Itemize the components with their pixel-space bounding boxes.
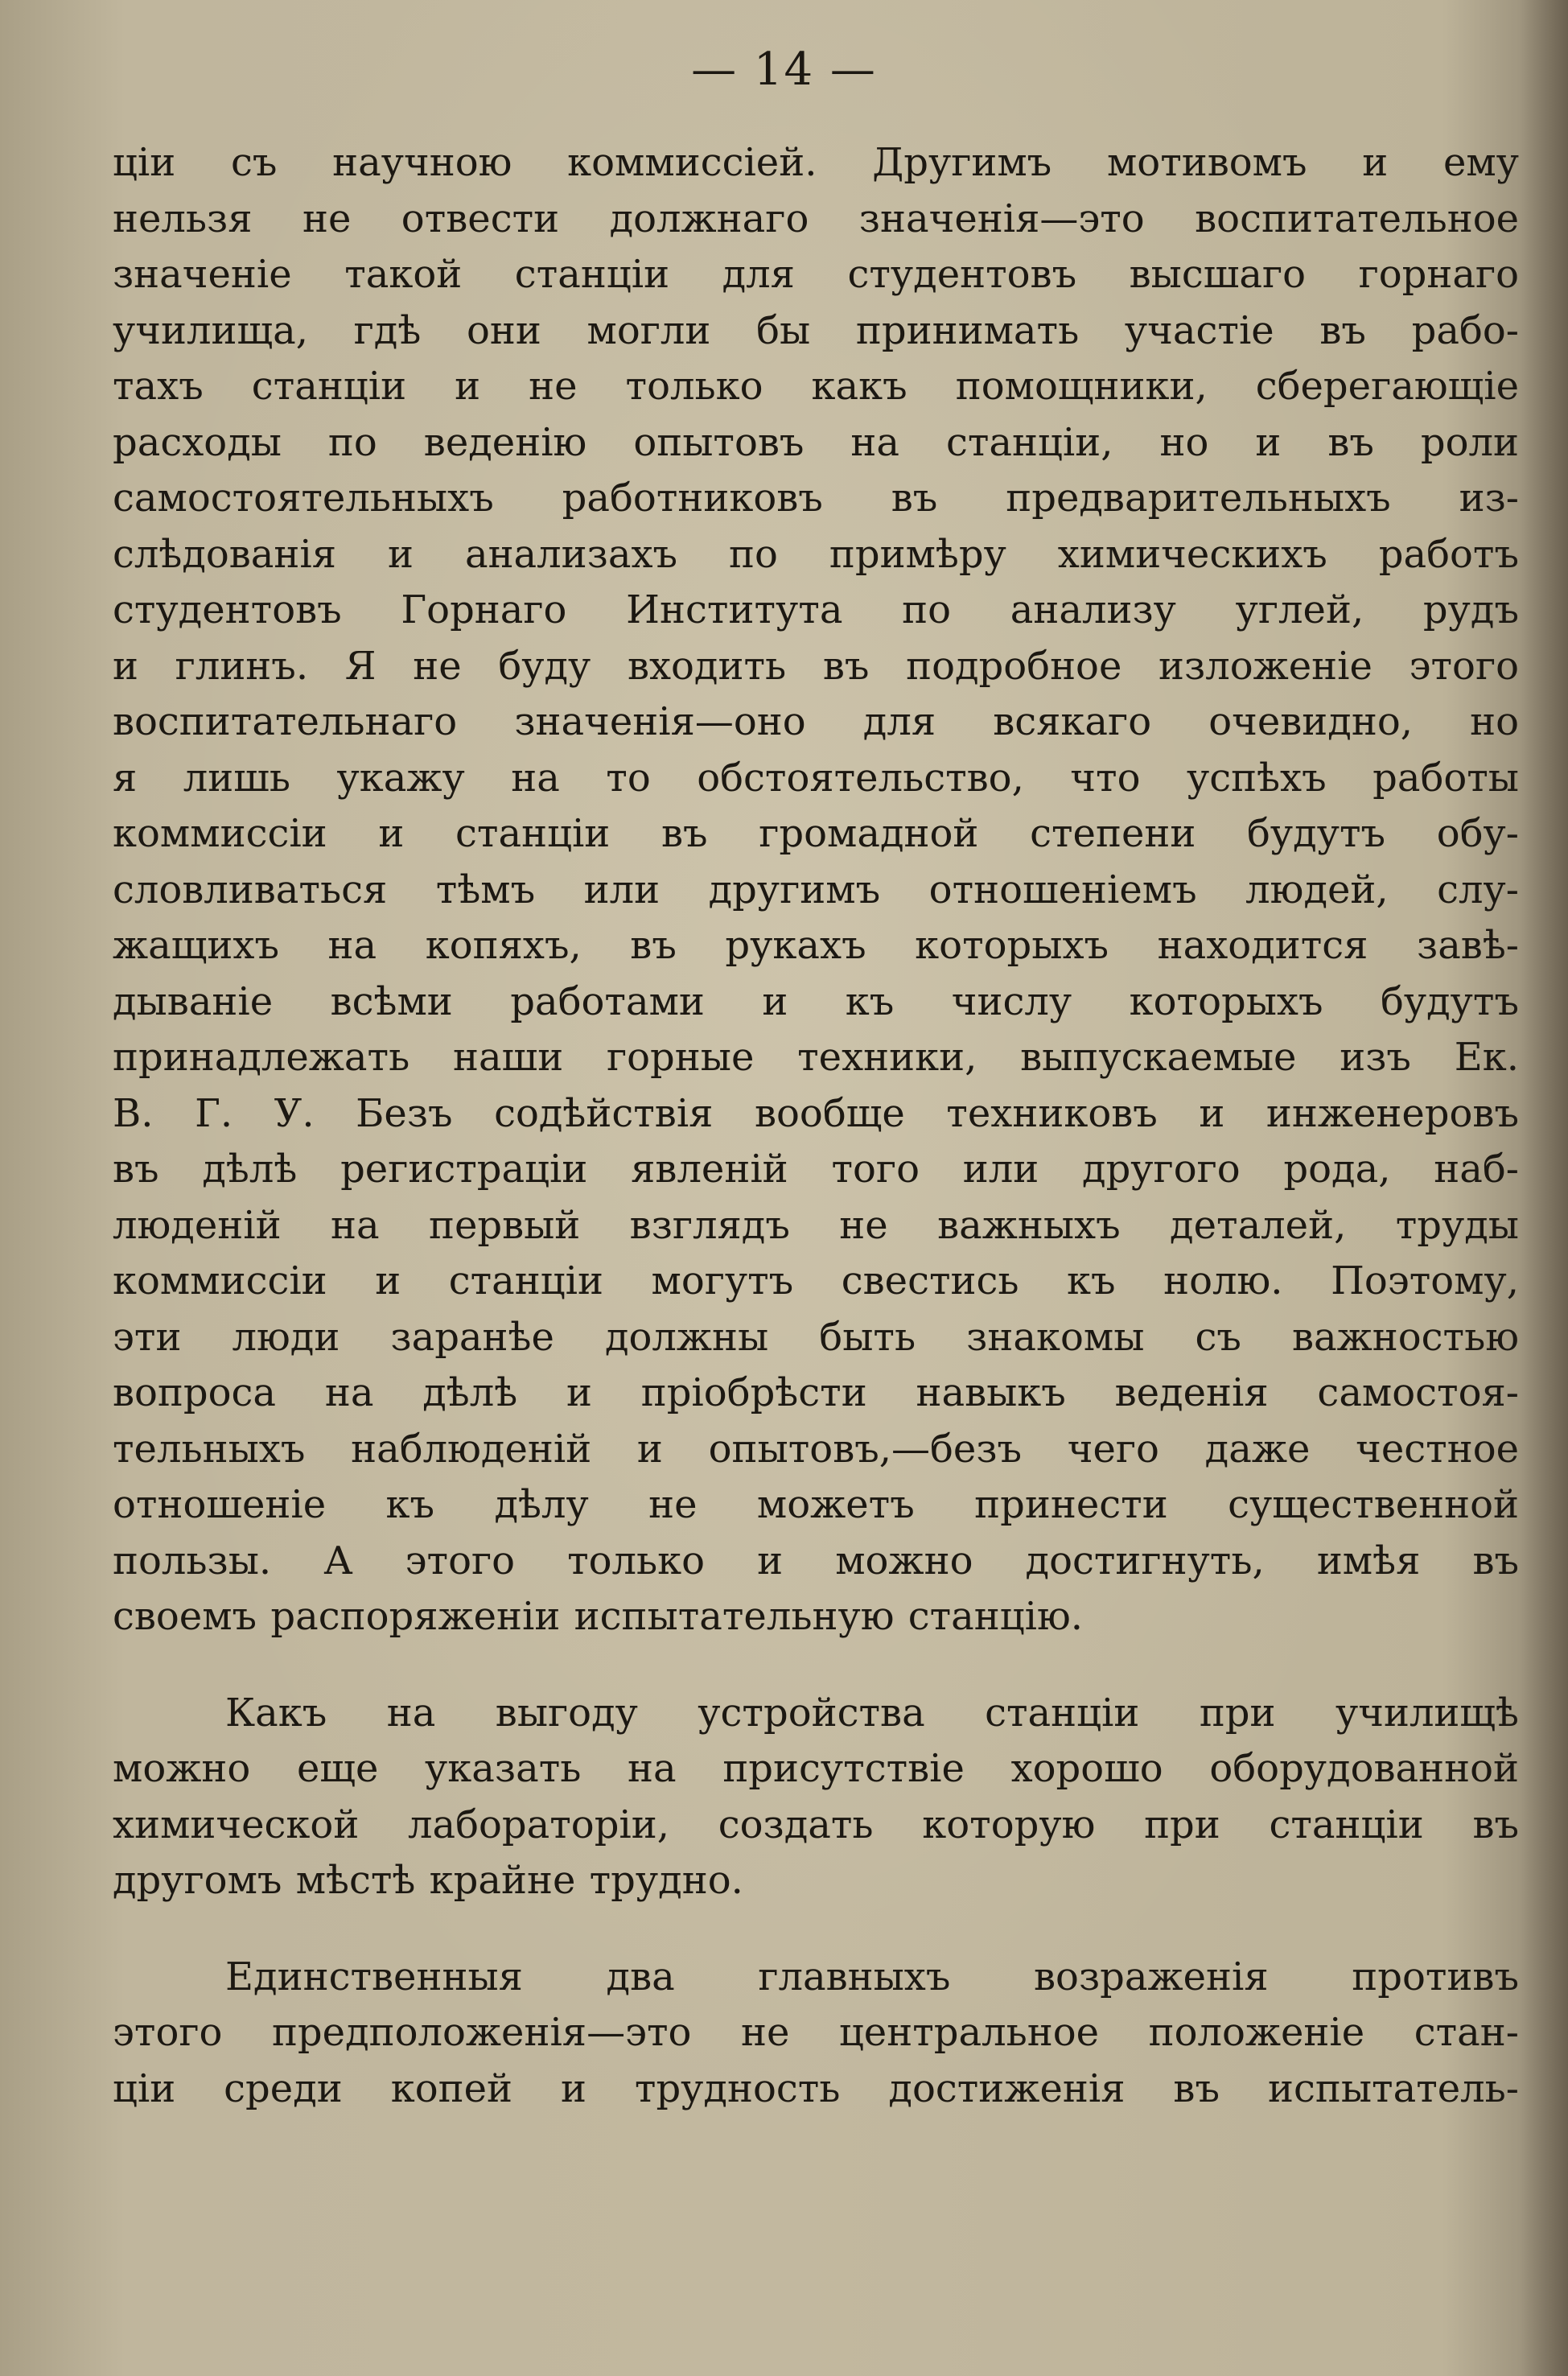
text-line: и глинъ. Я не буду входить въ подробное изложеніе этого xyxy=(113,643,1519,689)
text-line: я лишь укажу на то обстоятельство, что успѣхъ работы xyxy=(113,755,1519,801)
text-line: Единственныя два главныхъ возраженія противъ xyxy=(225,1954,1519,1999)
body-text xyxy=(113,135,1519,2117)
text-line: ціи среди копей и трудность достиженія въ испытатель- xyxy=(113,2065,1519,2111)
page-edge-shadow xyxy=(1520,0,1568,2376)
paragraph-3 xyxy=(113,1950,1519,2118)
text-line: коммиссіи и станціи въ громадной степени будутъ обу- xyxy=(113,811,1519,856)
text-line: вопроса на дѣлѣ и пріобрѣсти навыкъ веденія самостоя- xyxy=(113,1370,1519,1415)
text-line: другомъ мѣстѣ крайне трудно. xyxy=(113,1858,743,1903)
text-line: отношеніе къ дѣлу не можетъ принести существенной xyxy=(113,1482,1519,1527)
text-line: люденій на первый взглядъ не важныхъ деталей, труды xyxy=(113,1202,1519,1248)
text-line: училища, гдѣ они могли бы принимать участіе въ рабо- xyxy=(113,307,1519,353)
text-line: жащихъ на копяхъ, въ рукахъ которыхъ находится завѣ- xyxy=(113,923,1519,968)
text-line: нельзя не отвести должнаго значенія—это воспитательное xyxy=(113,196,1519,241)
text-line: тахъ станціи и не только какъ помощники, сберегающіе xyxy=(113,364,1519,409)
text-line: химической лабораторіи, создать которую при станціи въ xyxy=(113,1802,1519,1847)
text-line: эти люди заранѣе должны быть знакомы съ важностью xyxy=(113,1314,1519,1360)
paragraph-gap xyxy=(113,1645,1519,1686)
text-line: ціи съ научною коммиссіей. Другимъ мотивомъ и ему xyxy=(113,140,1519,185)
text-line: пользы. А этого только и можно достигнуть, имѣя въ xyxy=(113,1538,1519,1583)
text-line: дываніе всѣми работами и къ числу которыхъ будутъ xyxy=(113,978,1519,1024)
text-line: принадлежать наши горные техники, выпускаемые изъ Ек. xyxy=(113,1035,1519,1080)
text-line: можно еще указать на присутствіе хорошо оборудованной xyxy=(113,1746,1519,1791)
text-line: студентовъ Горнаго Института по анализу углей, рудъ xyxy=(113,587,1519,632)
text-line: коммиссіи и станціи могутъ свестись къ нолю. Поэтому, xyxy=(113,1258,1519,1303)
text-line: въ дѣлѣ регистраціи явленій того или другого рода, наб- xyxy=(113,1147,1519,1192)
text-line: тельныхъ наблюденій и опытовъ,—безъ чего даже честное xyxy=(113,1426,1519,1472)
text-line: воспитательнаго значенія—оно для всякаго очевидно, но xyxy=(113,699,1519,744)
paragraph-gap xyxy=(113,1909,1519,1950)
paragraph-1 xyxy=(113,135,1519,1645)
page-number: — 14 — xyxy=(691,43,877,96)
text-line: словливаться тѣмъ или другимъ отношеніемъ людей, слу- xyxy=(113,867,1519,912)
text-line: самостоятельныхъ работниковъ въ предварительныхъ из- xyxy=(113,476,1519,521)
text-line: Какъ на выгоду устройства станціи при училищѣ xyxy=(225,1690,1519,1736)
text-line: значеніе такой станціи для студентовъ высшаго горнаго xyxy=(113,252,1519,297)
text-line: слѣдованія и анализахъ по примѣру химическихъ работъ xyxy=(113,531,1519,577)
text-line: своемъ распоряженіи испытательную станцію. xyxy=(113,1594,1084,1639)
paragraph-2 xyxy=(113,1686,1519,1909)
text-line: расходы по веденію опытовъ на станціи, но и въ роли xyxy=(113,419,1519,465)
text-line: В. Г. У. Безъ содѣйствія вообще техниковъ и инженеровъ xyxy=(113,1090,1519,1136)
text-line: этого предположенія—это не центральное положеніе стан- xyxy=(113,2010,1519,2055)
